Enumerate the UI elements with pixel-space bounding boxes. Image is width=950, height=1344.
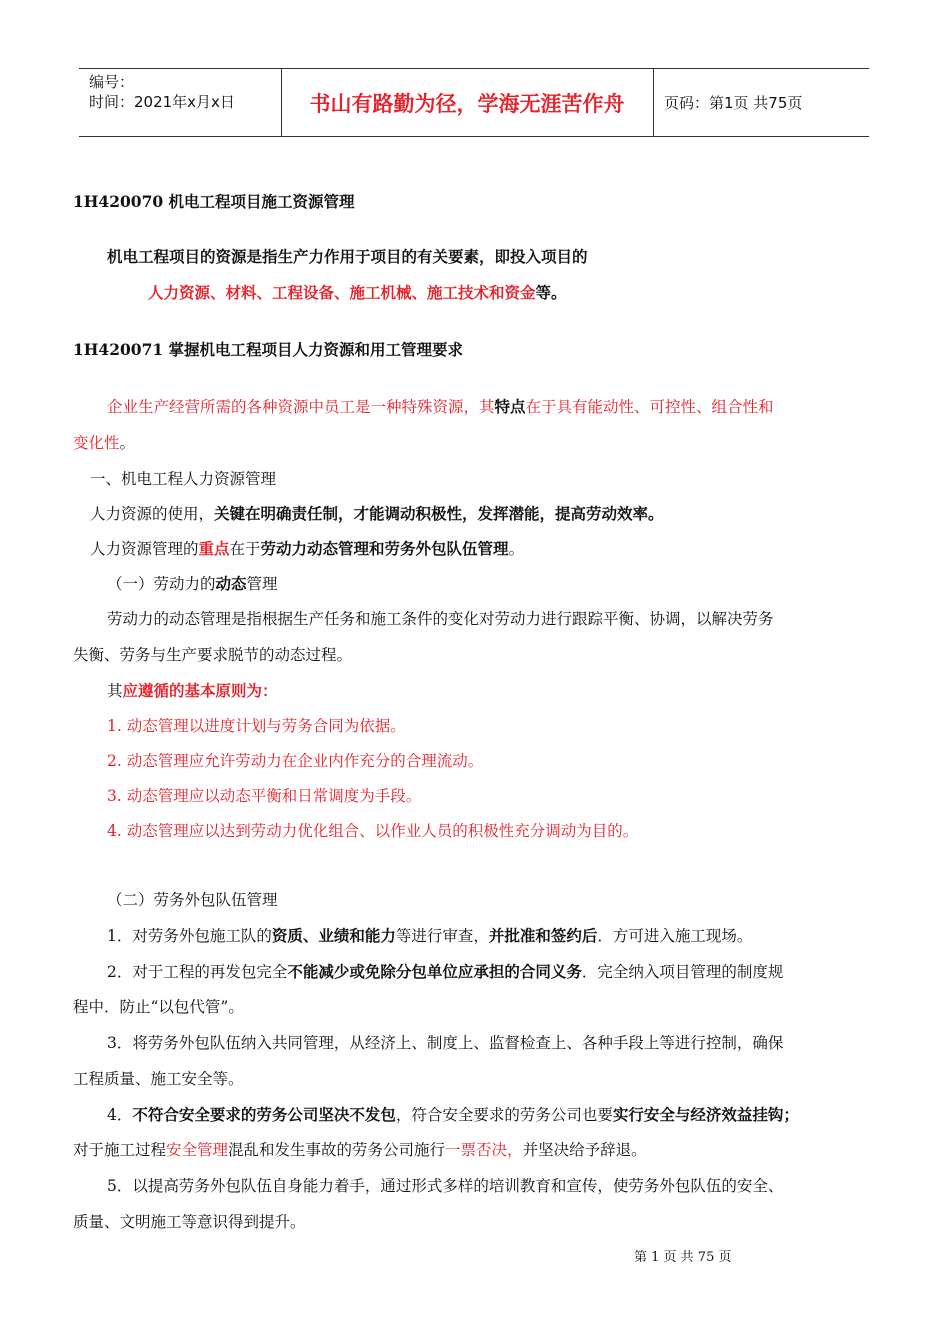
text-span: 变化性 [73,434,120,452]
paragraph-line [73,1140,647,1160]
text-span: 资质、业绩和能力 [271,926,396,945]
text-span: 2．对于工程的再发包完全 [107,963,288,981]
text-span: 安全管理 [166,1141,229,1159]
paragraph-line: 工程质量、施工安全等。 [73,1070,244,1088]
text-span: 不符合安全要求的劳务公司坚决不发包 [132,1105,396,1124]
list-item: 1. 动态管理以进度计划与劳务合同为依据。 [107,717,406,735]
text-span: 其 [107,682,123,700]
paragraph-line [107,962,783,982]
resource-list: 人力资源、材料、工程设备、施工机械、施工技术和资金 [148,283,536,302]
text-span: 企业生产经营所需的各种资源中员工是一种特殊资源，其 [107,398,495,416]
section-title-1h420071: 1H420071 掌握机电工程项目人力资源和用工管理要求 [73,340,464,359]
paragraph-line [107,397,774,417]
text-span: ，符合安全要求的劳务公司也要 [395,1106,613,1124]
text-span: 应遵循的基本原则为： [122,681,278,700]
text-span: 在于 [229,540,261,558]
text-span: 对于施工过程 [73,1141,167,1159]
text-span: 动态 [215,574,247,593]
text-span: 在于具有能动性、可控性、组合性和 [525,398,774,416]
text-span: 并坚决给予辞退。 [522,1141,647,1159]
number-label: 编号： [89,73,135,91]
text-span: 特点 [494,397,526,416]
heading-outsourcing: （二）劳务外包队伍管理 [107,891,278,909]
text-span: 管理 [246,575,278,593]
header-divider [653,69,654,136]
text-span: 等进行审查， [395,927,489,945]
paragraph-line: 3．将劳务外包队伍纳入共同管理，从经济上、制度上、监督检查上、各种手段上等进行控制，确保 [107,1034,784,1052]
list-item: 4. 动态管理应以达到劳动力优化组合、以作业人员的积极性充分调动为目的。 [107,822,639,840]
text-span: 一票否决， [445,1141,523,1159]
section-title-1h420070: 1H420070 机电工程项目施工资源管理 [73,192,355,211]
paragraph-line [90,539,524,559]
list-item: 3. 动态管理应以动态平衡和日常调度为手段。 [107,787,422,805]
intro-line-2 [148,283,567,303]
date-label: 时间：2021年x月x日 [89,93,235,111]
text-span: 混乱和发生事故的劳务公司施行 [228,1141,446,1159]
text-span: 1．对劳务外包施工队的 [107,927,272,945]
paragraph-line: 劳动力的动态管理是指根据生产任务和施工条件的变化对劳动力进行跟踪平衡、协调，以解决劳务 [107,610,774,628]
paragraph-line: 质量、文明施工等意识得到提升。 [73,1213,306,1231]
header-page-info: 页码：第1页 共75页 [664,94,803,112]
text-span: 劳动力动态管理和劳务外包队伍管理 [260,539,509,558]
text-span: 实行安全与经济效益挂钩； [612,1105,799,1124]
text-span: ．方可进入施工现场。 [597,927,753,945]
list-item: 2. 动态管理应允许劳动力在企业内作充分的合理流动。 [107,752,484,770]
paragraph-line: 程中．防止“以包代管”。 [73,998,244,1016]
heading-dynamic-management [107,574,278,594]
paragraph-line: 失衡、劳务与生产要求脱节的动态过程。 [73,646,353,664]
paragraph-line [90,504,664,524]
text-span: 不能减少或免除分包单位应承担的合同义务 [287,962,582,981]
paragraph-line [73,433,135,453]
text-span: 并批准和签约后 [488,926,598,945]
intro-line-1: 机电工程项目的资源是指生产力作用于项目的有关要素，即投入项目的 [107,247,588,266]
text-span: 。 [508,540,525,558]
intro-tail: 等。 [535,283,567,302]
page-footer: 第 1 页 共 75 页 [634,1250,732,1265]
text-span: 人力资源管理的 [90,540,199,558]
text-span: 人力资源的使用， [90,505,215,523]
text-span: （一）劳动力的 [107,575,216,593]
paragraph-line [107,1105,799,1125]
text-span: 关键在明确责任制，才能调动积极性，发挥潜能，提高劳动效率。 [214,504,664,523]
header-meta [89,72,235,112]
text-span: 重点 [198,539,230,558]
text-span: 。 [119,434,136,452]
text-span: ．完全纳入项目管理的制度规 [581,963,784,981]
header-table [79,68,869,137]
text-span: 4． [107,1106,133,1124]
heading-hr-management: 一、机电工程人力资源管理 [90,470,277,488]
header-motto: 书山有路勤为径，学海无涯苦作舟 [309,91,625,116]
paragraph-line [107,681,278,701]
paragraph-line [107,926,752,946]
paragraph-line: 5．以提高劳务外包队伍自身能力着手，通过形式多样的培训教育和宣传，使劳务外包队伍的安全、 [107,1177,784,1195]
